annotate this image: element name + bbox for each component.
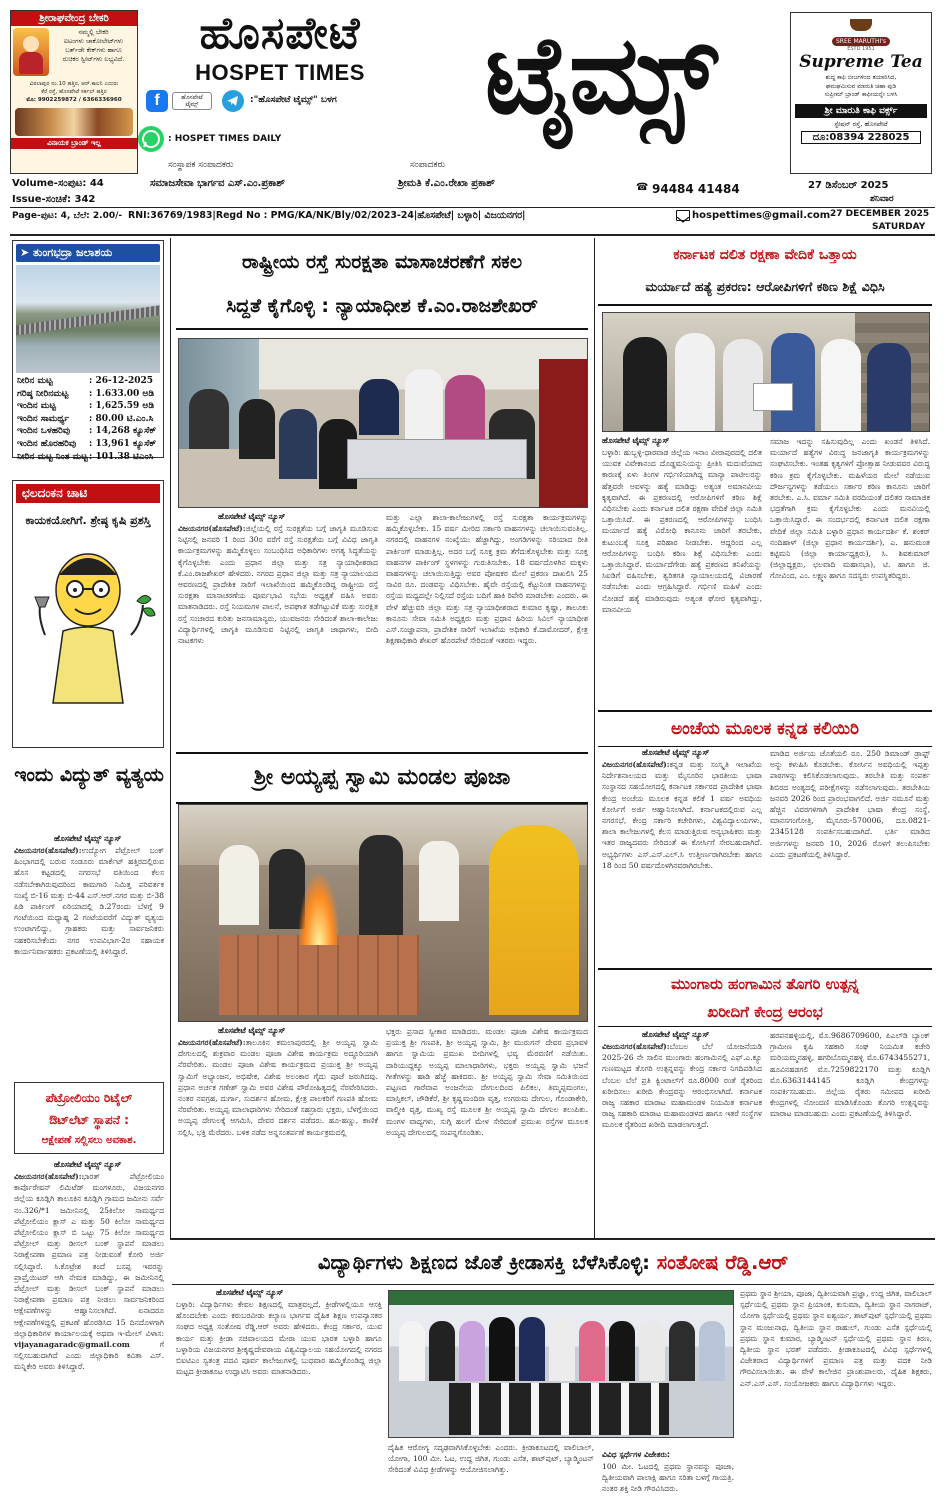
story2-col2: ಭಕ್ತರು ಪ್ರಸಾದ ಸ್ವೀಕಾರ ಮಾಡಿದರು. ಮಂಡಲ ಪೂಜಾ ವಿಶೇಷ ಕಾರ್ಯಕ್ರಮದ ಪ್ರಯುಕ್ತ ಶ್ರೀ ಗಣಪತಿ, ಶ್ರೀ ಅಯ್ಯಪ್ಪ ಸ್ವಾಮಿ, ಶ್ರೀ ಮುರುಗನ್ ದೇವರ ಪ್ರಭಾವಳಿ ಹಾಗೂ ಸ್ವಾಮಿಯ ಪ್ರಮುಖ ಬೀದಿಗಳಲ್ಲಿ ಭವ್ಯ ಮೆರವಣಿಗೆ ನಡೆಯಿತು. ದಾರಿಯುದ್ದಕ್ಕೂ ಅಯ್ಯಪ್ಪ ಮಾಲಾಧಾರಿಗಳು, ಭಕ್ತರು ಅಯ್ಯಪ್ಪ ಸ್ವಾಮಿ ಭಜನೆ ಗೀತೆಗಳನ್ನು ಹಾಡಿ ಹೆಜ್ಜೆ ಹಾಕಿದರು. ಶ್ರೀ ಅಯ್ಯಪ್ಪ ಸ್ವಾಮಿ ಸೇವಾ ಸಮಿತಿಯಿಂದ ಪಟ್ಟಣದ ಗಾರೆವಾಪ ಅಂಜನೇಯ ದೇಗುಲದಿಂದ ಪಿಲಿಕಲ, ತಿಮ್ಮಪ್ಪಮಂಗಲ, ಮಾಸ್ತಿಕಲ್, ಜೌಡಿಕೆರೆ, ಶ್ರೀ ಕೃಷ್ಣಮಂದಿರಾ ವೃತ್ತ, ಉಗರುಮ ದೇಗುಲ, ಗೊಂಡಾಕೇರಿ, ವಾಲ್ಮೀಕಿ ವೃತ್ತ, ಮುಖ್ಯ ರಸ್ತೆ ಮೂಲಕ ಶ್ರೀ ಅಯ್ಯಪ್ಪ ಸ್ವಾಮಿ ದೇಗುಲ ತಲುಪಿತು. ಮಂಗಳ ವಾದ್ಯಗಳು, ಸುಗ್ಗಿ ಹಲಗೆ ಮೇಳ ಸೇರಿದಂತೆ ಪ್ರಮುಖ ರಸ್ತೆಗಳ ಮೂಲಕ ಅಯ್ಯಪ್ಪ ದೇಗುಲದಲ್ಲಿ ಸಂಪನ್ನಗೊಂಡಿತು. <box>386 1027 588 1137</box>
story3-col1 <box>602 436 762 706</box>
bakery-ad <box>10 10 138 174</box>
column-rule-mid <box>594 238 595 1238</box>
petrol-dateline: ವಿಜಯನಗರ(ಹೊಸಪೇಟೆ): <box>14 1172 82 1181</box>
story3-byline: ಹೊಸಪೇಟೆ ಟೈಮ್ಸ್ ನ್ಯೂಸ್ <box>602 436 670 445</box>
power-body: ಉದ್ಯೋಗ ಪೆಟ್ರೋಲ್ ಬಂಕ್ ಹಿಂಭಾಗದಲ್ಲಿ ಬರುವ ಸಂಡೂರು ಮಾರ್ಕೆಟ್ ಹತ್ತಿರದಲ್ಲಿರುವ ಹೊಸ ಕಟ್ಟಡದಲ್ಲಿ ನಗರಸಭೆ ವತಿಯಿಂದ ಕೆಲಸ ನಡೆಸಬೇಕಾಗಿರುವುದರಿಂದ ಕಾಮಗಾರಿ ನಿಮಿತ್ತ ಪರಿವರ್ತಕ ಸಂಖ್ಯೆ ಬಿ-16 ಮತ್ತು ಬಿ-44 ಎಸ್.ಆರ್.ನಗರ ಮತ್ತು ಬಿ-38 ಪಿಡಿ ಪಾರ್ಕಿಂಗ್ ಏರಿಯಾದಲ್ಲಿ ಡಿ.27ರಂದು ಬೆಳಗ್ಗೆ 9 ಗಂಟೆಯಿಂದ ಮಧ್ಯಾಹ್ನ 2 ಗಂಟೆಯವರೆಗೆ ವಿದ್ಯುತ್ ವ್ಯತ್ಯಯ ಉಂಟಾಗಲಿದ್ದು, ಗ್ರಾಹಕರು ಮತ್ತು ಸಾರ್ವಜನಿಕರು ಸಹಕರಿಸಬೇಕೆಂದು ನಗರ ಉಪವಿಭಾಗ-2ರ ಸಹಾಯಕ ಕಾರ್ಯನಿರ್ವಾಹಕರು ಪ್ರಕಟಣೆಯಲ್ಲಿ ತಿಳಿಸಿದ್ದಾರೆ. <box>14 846 164 956</box>
story3-body-col1: ಬಳ್ಳಾರಿ: ಹುಬ್ಬಳ್ಳಿ-ಧಾರವಾಡ ಜಿಲ್ಲೆಯ ಇನಾಂ ವೀರಾಪುರದಲ್ಲಿ ದಲಿತ ಯುವಕ ವಿವೇಕಾನಂದ ದೊಡ್ಡಮನಿಯನ್ನು ಪ್ರೀತಿಸಿ ಮದುವೆಯಾದ ಕಾರಣಕ್ಕೆ ಏಳು ತಿಂಗಳ ಗರ್ಭಿಣಿಯಾಗಿದ್ದ ಮಾನ್ಯಾ ಪಾಟೀಲರನ್ನು ಹೆತ್ತವರೇ ಅವಳನ್ನು ಹತ್ಯೆ ಮಾಡಿದ್ದು ಅತ್ಯಂತ ಅಮಾನವೀಯ ಕೃತ್ಯವಾಗಿದೆ. ಈ ಪ್ರಕರಣದಲ್ಲಿ ಆರೋಪಿಗಳಿಗೆ ಕಠಿಣ ಶಿಕ್ಷೆ ವಿಧಿಸಬೇಕು ಎಂದು ಕರ್ನಾಟಕ ದಲಿತ ರಕ್ಷಣಾ ವೇದಿಕೆ ಜಿಲ್ಲಾ ಸಮಿತಿ ಒತ್ತಾಯಿಸಿದೆ. ಈ ಪ್ರಕರಣದಲ್ಲಿ ಆರೋಪಿಗಳನ್ನು ಬಂಧಿಸಿ ಮರ್ಯಾದೆ ಹತ್ಯೆ ವಿರೋಧಿ ಕಾನೂನು ಜಾರಿಗೆ ತರಬೇಕು, ಕುಟುಂಬಕ್ಕೆ ಸೂಕ್ತ ಪರಿಹಾರ ನೀಡಬೇಕು. ಆದ್ದರಿಂದ ಎಲ್ಲ ಆರೋಪಿಗಳನ್ನು ಬಂಧಿಸಿ ಕಠಿಣ ಶಿಕ್ಷೆ ವಿಧಿಸಬೇಕು ಎಂದು ಒತ್ತಾಯಿಸಿದ್ದಾರೆ. ಮರ್ಯಾದೆಗೇಡು ಹತ್ಯೆ ಪ್ರಕರಣದ ತನಿಖೆಯನ್ನು ಸಿಐಡಿಗೆ ವಹಿಸಬೇಕು, ತ್ವರಿತಗತಿ ನ್ಯಾಯಾಲಯದಲ್ಲಿ ವಿಚಾರಣೆ ನಡೆಸಬೇಕು ಎಂದು ಆಗ್ರಹಿಸಿದ್ದಾರೆ. ಗರ್ಭಿಣಿ ಮಹಿಳೆ ಎಂದು ನೋಡದೆ ಹತ್ಯೆ ಮಾಡಿರುವುದು ಅತ್ಯಂತ ಘೋರ ಕೃತ್ಯವಾಗಿದ್ದು, ಮಾನವೀಯ <box>602 448 762 614</box>
petrol-title2: ಔಟ್‌ಲೆಟ್ ಸ್ಥಾಪನೆ : <box>49 1113 129 1127</box>
phone-icon: ☎ <box>636 182 649 193</box>
story6-headline-rule <box>172 1284 934 1285</box>
story6-winners-caption: ವಿವಿಧ ಸ್ಪರ್ಧೆಗಳ ವಿಜೇತರು: <box>602 1450 670 1459</box>
story6-byline: ಹೊಸಪೇಟೆ ಟೈಮ್ಸ್ ನ್ಯೂಸ್ <box>216 1288 284 1297</box>
story5-body-col1: ಬೆಂಬಲ ಬೆಲೆ ಯೋಜನೆಯಡಿ 2025-26 ನೇ ಸಾಲಿನ ಮುಂಗಾರು ಹಂಗಾಮಿನಲ್ಲಿ ಎಫ್.ಎ.ಕ್ಯೂ ಗುಣಮಟ್ಟದ ತೊಗರಿ ಉತ್ಪನ್ನವನ್ನು ಕೇಂದ್ರ ಸರ್ಕಾರ ನಿಗದಿಪಡಿಸಿದ ಬೆಂಬಲ ಬೆಲೆ ಪ್ರತಿ ಕ್ವಿಂಟಾಲ್‌ಗೆ ರೂ.8000 ರಂತೆ ರೈತರಿಂದ ಖರೀದಿಸಲು ಖರೀದಿ ಕೇಂದ್ರವನ್ನು ಆರಂಭಿಸಲಾಗಿದೆ. ಕರ್ನಾಟಕ ರಾಜ್ಯ ಸಹಕಾರ ಮಾರಾಟ ಮಹಾಮಂಡಳಿ ನಿಯಮಿತ ಕರ್ನಾಟಕ ರಾಜ್ಯ ಸಹಕಾರಿ ಮಾರಾಟ ಮಹಾಮಂಡಳದ ಹಾಗೂ ಇತರೆ ಸಂಸ್ಥೆಗಳ ಮೂಲಕ ರೈತರಿಂದ ಖರೀದಿ ಮಾಡಲಾಗುತ್ತದೆ. <box>602 1042 762 1130</box>
bottom-section-rule <box>170 1238 935 1240</box>
story1-col2: ಮತ್ತು ಎಲ್ಲಾ ಶಾಲಾ-ಕಾಲೇಜುಗಳಲ್ಲಿ ರಸ್ತೆ ಸುರಕ್ಷತಾ ಕಾರ್ಯಕ್ರಮಗಳನ್ನು ಹಮ್ಮಿಕೊಳ್ಳಬೇಕು. 15 ವರ್ಷ ಮೀರಿದ ಸರ್ಕಾರಿ ವಾಹನಗಳನ್ನು ಚಲಾಯಿಸುವಂತಿಲ್ಲ. ನಗರದಲ್ಲಿ ವಾಹನಗಳ ಸಂಖ್ಯೆಯು ಹೆಚ್ಚಾಗಿದ್ದು, ಅಂಗಡಿಗಳನ್ನು ಸರಿಯಾದ ರೀತಿ ಪಾರ್ಕಿಂಗ್ ಮಾಡುತ್ತಿಲ್ಲ. ಅದರ ಬಗ್ಗೆ ಸೂಕ್ತ ಕ್ರಮ ತೆಗೆದುಕೊಳ್ಳಬೇಕು ಮತ್ತು ಸೂಕ್ತ ವಾಹನಗಳ ಪಾರ್ಕಿಂಗ್ ಸ್ಥಳಗಳನ್ನು ಗುರುತಿಸಬೇಕು. 18 ವರ್ಷದೊಳಗಿನ ಮಕ್ಕಳು ವಾಹನಗಳನ್ನು ಚಲಾಯಿಸುತ್ತಿದ್ದು ಅವರ ಪೋಷಕರ ಮೇಲೆ ಪ್ರಕರಣ ದಾಖಲಿಸಿ 25 ಸಾವಿರ ರೂ. ದಂಡವನ್ನು ವಿಧಿಸಬೇಕು. ಹೈವೇ ರಸ್ತೆಯಲ್ಲಿ ಕೆಟ್ಟುನಿಂತ ವಾಹನಗಳನ್ನು ರಸ್ತೆಯ ಮಧ್ಯದಲ್ಲೇ ನಿಲ್ಲಿಸದೆ ರಸ್ತೆಯ ಬದಿಗೆ ಹಾಕಿ ರಿಪೇರಿ ಮಾಡಬೇಕು ಎಂದರು. ಈ ವೇಳೆ ಹೆಚ್ಚುವರಿ ಜಿಲ್ಲಾ ಮತ್ತು ಸತ್ರ ನ್ಯಾಯಾಧೀಶರಾದ ಕುಮಾರ ಕೃಷ್ಣಾ, ತಾಲೂಕು ಕಾನೂನು ಸೇವಾ ಸಮಿತಿ ಅಧ್ಯಕ್ಷರು ಮತ್ತು ಪ್ರಧಾನ ಹಿರಿಯ ಸಿವಿಲ್ ನ್ಯಾಯಾಧೀಶ ಎಸ್.ಸಂಜ್ಞಾಪನಾ, ಪ್ರಾದೇಶಿಕ ಸಾರಿಗೆ ಇಲಾಖೆಯ ಅಧಿಕಾರಿ ಕೆ.ದಾಮೋದರ್, ಕ್ಷೇತ್ರ ಶಿಕ್ಷಣಾಧಿಕಾರಿ ಶೇಖರ್ ಹೊರಪೇಟೆ ಸೇರಿದಂತೆ ಇತರರು ಇದ್ದರು. <box>386 513 588 646</box>
bakery-line2: ಐಟಂಗಳು ಚಾಕೋಲೇಟ್‌ಗಳು <box>63 37 124 45</box>
petrol-body2: ಗೆ ಸಲ್ಲಿಸಬಹುದಾಗಿದೆ ಎಂದು ಜಿಲ್ಲಾಧಿಕಾರಿ ಕವಿತಾ ಎಸ್. ಮನ್ನಿಕೇರಿ ಅವರು ತಿಳಿಸಿದ್ದಾರೆ. <box>14 1340 164 1372</box>
dam-row-value: : 26-12-2025 <box>89 376 154 386</box>
tea-ad-since: ESTD 1951 <box>847 46 875 52</box>
story1-headline-line1: ರಾಷ್ಟ್ರೀಯ ರಸ್ತೆ ಸುರಕ್ಷತಾ ಮಾಸಾಚರಣೆಗೆ ಸಕಲ <box>241 251 523 273</box>
date-english: 27 DECEMBER 2025 <box>830 209 930 219</box>
story6-col3a <box>602 1442 734 1500</box>
dam-row-value: : 101.38 ಟಿಎಂಸಿ <box>89 451 154 462</box>
story6-headline-red: ಸಂತೋಷ ರೆಡ್ಡಿ.ಆರ್ <box>656 1251 789 1274</box>
story6-body-col1: ಬಳ್ಳಾರಿ: ವಿದ್ಯಾರ್ಥಿಗಳು ಕೇವಲ ಶಿಕ್ಷಣದಲ್ಲಿ ಮಾತ್ರವಲ್ಲದೆ, ಕ್ರೀಡೆಗಳಲ್ಲಿಯೂ ಆಸಕ್ತಿ ಹೊಂದಬೇಕು ಎಂದು ಕರುಬರವೀಡು ಕಲ್ಯಾಣ ಭಾರ್ಗವ ದೈಹಿಕ ಶಿಕ್ಷಣ ಉಪನ್ಯಾಸಕರ ಸಂಘದ ಅಧ್ಯಕ್ಷ ಸಂತೋಷ ರೆಡ್ಡಿ.ಆರ್ ಅವರು ಹೇಳಿದರು. ಕೇಂದ್ರ ಸರ್ಕಾರ, ಯುವ ಕಾರ್ಯ ಮತ್ತು ಕ್ರೀಡಾ ಸಚಿವಾಲಯದ ಮೇರಾ ಯುವ ಭಾರತ ಬಳ್ಳಾರಿ ಹಾಗೂ ಬಳ್ಳಾರಿಯ ವಿಜಯನಗರ ಶ್ರೀಕೃಷ್ಣದೇವರಾಯ ವಿಶ್ವವಿದ್ಯಾಲಯ ಸಹಯೋಗದಲ್ಲಿ ನಗರದ ಬಿಐಟಿಎಂ ಸ್ವತಂತ್ರ ಪದವಿ ಪೂರ್ವ ಕಾಲೇಜುಗಳಲ್ಲಿ ಬುಧವಾರ ಹಮ್ಮಿಕೊಂಡಿದ್ದ ಜಿಲ್ಲಾ ಮಟ್ಟದ ಕ್ರೀಡಾಕೂಟ ಉದ್ಘಾಟಿಸಿ ಅವರು ಮಾತನಾಡಿದರು. <box>176 1300 382 1377</box>
story6-photo <box>388 1290 734 1438</box>
tea-ad-line2: ಘಮಘಮಿಸುವ ಮಾರುತಿ ಚಹಾ ಪುಡಿ <box>825 82 897 90</box>
dam-row-key: ನೀರಿನ ಮಟ್ಟ ನಿಂತ ಮಟ್ಟ <box>17 451 88 462</box>
registration-line: RNI:36769/1983|Regd No : PMG/KA/NK/Bly/02/2023-24|ಹೊಸಪೇಟೆ| ಬಳ್ಳಾರಿ| ವಿಜಯನಗರ| <box>128 210 526 221</box>
story6-headline <box>172 1242 934 1284</box>
dam-row-value: : 80.00 ಟಿ.ಎಂ.ಸಿ <box>89 413 154 424</box>
telegram-icon[interactable] <box>222 90 244 112</box>
story1-col1 <box>178 512 378 740</box>
cartoon-box <box>12 480 164 748</box>
story1-headline <box>176 240 588 330</box>
story2-byline: ಹೊಸಪೇಟೆ ಟೈಮ್ಸ್ ನ್ಯೂಸ್ <box>218 1026 286 1035</box>
story1-byline: ಹೊಸಪೇಟೆ ಟೈಮ್ಸ್ ನ್ಯೂಸ್ <box>218 512 286 521</box>
dam-row-value: : 1,625.59 ಅಡಿ <box>89 401 155 412</box>
social1-label: ಹೊಸಪೇಟೆ ಟೈಮ್ಸ್ <box>172 92 212 110</box>
dam-row-value: : 1.633.00 ಅಡಿ <box>89 388 155 399</box>
story2-photo <box>178 804 588 1022</box>
dam-row-key: ಇಂದಿನ ಒಳಹರಿವು <box>17 426 71 437</box>
deity-image <box>13 28 49 76</box>
dam-row-value: : 13,961 ಕ್ಯೂಸೆಕ್ <box>89 438 157 449</box>
volume: Volume-ಸಂಪುಟ: 44 <box>12 178 104 189</box>
story6-col3: ಪ್ರಥಮ ಸ್ಥಾನ ಶ್ರೀಯಾ, ಪೂಜಾ, ದ್ವಿತೀಯವಾಗಿ ಪ್ರಜ್ಞಾ, ಉದ್ದ ಜಿಗಿತ, ವಾಲಿಬಾಲ್ ಸ್ಪರ್ಧೆಯಲ್ಲಿ ಪ್ರಥಮ ಸ್ಥಾನ ಪ್ರಿಯಾಂಕ, ಕುಸುಮಾ, ದ್ವಿತೀಯ ಸ್ಥಾನ ನಾಗರಾಜ್, ಯೋಗಾ ಸ್ಪರ್ಧೆಯಲ್ಲಿ ಪ್ರಥಮ ಸ್ಥಾನ ಐಶ್ವರ್ಯ, ಶಾಟ್‌ಪುಟ್ ಸ್ಪರ್ಧೆಯಲ್ಲಿ ಪ್ರಥಮ ಸ್ಥಾನ ಮಂಜುನಾಥ, ದ್ವಿತೀಯ ಸ್ಥಾನ ರಾಹುಲ್, ಗುಂಡು ಎಸೆತ ಸ್ಪರ್ಧೆಯಲ್ಲಿ ಪ್ರಥಮ ಸ್ಥಾನ ಕುಮಾರ, ಬ್ಯಾಡ್ಮಿಂಟನ್ ಸ್ಪರ್ಧೆಯಲ್ಲಿ ಪ್ರಥಮ ಸ್ಥಾನ ಕಿರಣ, ದ್ವಿತೀಯ ಸ್ಥಾನ ಭರತ್ ಪಡೆದರು. ಕ್ರೀಡಾಕೂಟದಲ್ಲಿ ವಿವಿಧ ಸ್ಪರ್ಧೆಗಳಲ್ಲಿ ವಿಜೇತರಾದ ವಿದ್ಯಾರ್ಥಿಗಳಿಗೆ ಪ್ರಮಾಣ ಪತ್ರ ಮತ್ತು ಪದಕ ನೀಡಿ ಗೌರವಿಸಲಾಯಿತು. ಈ ವೇಳೆ ಕಾಲೇಜಿನ ಪ್ರಾಂಶುಪಾಲರು, ದೈಹಿಕ ಶಿಕ್ಷಕರು, ಎನ್.ಎಸ್.ಎಸ್. ಸಂಯೋಜಕರು ಹಾಗೂ ವಿದ್ಯಾರ್ಥಿಗಳು ಇದ್ದರು. <box>740 1289 932 1388</box>
cartoon-drawing <box>15 535 161 705</box>
masthead-phone: 94484 41484 <box>652 182 740 196</box>
masthead-title-english: HOSPET TIMES <box>195 60 365 85</box>
dam-row-value: : 14,268 ಕ್ಯೂಸೆಕ್ <box>89 426 157 437</box>
story1-photo <box>178 338 588 508</box>
story6-body-col3a: 100 ಮೀ. ಓಟದಲ್ಲಿ ಪ್ರಥಮ ಸ್ಥಾನವನ್ನು ಪೂಜಾ, ದ್ವಿತೀಯವಾಗಿ ಪಾಲಾಕ್ಷಿ ಹಾಗೂ ಸರಿತಾ ಬಳಗ್ಗೆ ಗಾಯತ್ರಿ. ನಂತರ ಶಕ್ತಿ ನೀಡಿ ಗೌರವಿಸಿದರು. <box>602 1462 734 1494</box>
tea-cup-icon <box>850 19 872 31</box>
power-article <box>14 834 164 1072</box>
tea-ad-brand-top: SREE MARUTHI's <box>832 37 890 46</box>
petrol-email[interactable]: vijayanagaradc@gmail.com <box>14 1340 130 1350</box>
issue: Issue-ಸಂಚಿಕೆ: 342 <box>12 194 96 205</box>
bakery-footer: ವಿನಾಯಕ ಬ್ರಾಂಡ್ ಇಲ್ಲ <box>11 138 137 149</box>
masthead-title-big: ಟೈಮ್ಸ್ <box>484 12 716 138</box>
tea-ad-line1: ಶುದ್ಧ ಕಾಫಿ ಬೀಜಗಳಿಂದ ತಯಾರಿಸಿದ, <box>825 74 897 81</box>
story5-dateline: ವಿಜಯನಗರ(ಹೊಸಪೇಟೆ): <box>602 1042 670 1051</box>
dam-row-key: ಇಂದಿನ ಸಾಮರ್ಥ್ಯ <box>17 413 70 424</box>
founder-label: ಸಂಸ್ಥಾಪಕ ಸಂಪಾದಕರು <box>168 160 234 170</box>
story3-col2: ಸಮಾಜ ಇದನ್ನು ಸಹಿಸುವುದಿಲ್ಲ ಎಂದು ಖಂಡನೆ ತಿಳಿಸಿದೆ. ಮರ್ಯಾದೆ ಹತ್ಯೆಗಳ ವಿರುದ್ಧ ಜನಜಾಗೃತಿ ಕಾರ್ಯಕ್ರಮಗಳನ್ನು ಸಂಘಟಿಸಬೇಕು. ಇಂತಹ ಕೃತ್ಯಗಳಿಗೆ ಪ್ರೋತ್ಸಾಹ ನೀಡುವವರ ವಿರುದ್ಧ ಕಠಿಣ ಕ್ರಮ ಕೈಗೊಳ್ಳಬೇಕು. ಮಹಿಳೆಯರ ಮೇಲೆ ನಡೆಯುವ ದೌರ್ಜನ್ಯಗಳನ್ನು ತಡೆಯಲು ಸರ್ಕಾರ ಕಠಿಣ ಕಾನೂನು ಜಾರಿಗೆ ತರಬೇಕು. ಎ.ಸಿ. ವರ್ಮಾ ಸಮಿತಿ ವರದಿಯಂತೆ ದಲಿತರ ಸಾಮಾಜಿಕ ಭದ್ರತೆಗಾಗಿ ಕ್ರಮ ಕೈಗೊಳ್ಳಬೇಕು ಎಂದು ಮನವಿಯಲ್ಲಿ ಒತ್ತಾಯಿಸಿದ್ದಾರೆ. ಈ ಸಂದರ್ಭದಲ್ಲಿ ಕರ್ನಾಟಕ ದಲಿತ ರಕ್ಷಣಾ ವೇದಿಕೆ ಜಿಲ್ಲಾ ಸಮಿತಿ ಬಳ್ಳಾರಿ ಪ್ರಧಾನ ಕಾರ್ಯದರ್ಶಿ ಕೆ. ಶಂಕರ್ ನಂದಿಹಾಳ್ (ಜಿಲ್ಲಾ ಪ್ರಧಾನ ಕಾರ್ಯದರ್ಶಿ), ಎ. ಹನುಮಂತ ಕಟ್ಟಿಮನಿ (ಜಿಲ್ಲಾ ಕಾರ್ಯಾಧ್ಯಕ್ಷರು), ಸಿ. ಶಿವಕುಮಾರ್ (ಜಿಲ್ಲಾಧ್ಯಕ್ಷರು, ಛಲವಾದಿ ಮಹಾಸಭಾ), ಟಿ. ಹಾಗೂ ಜಿ. ಗೋವಿಂದ, ಎಂ. ಲಕ್ಷ್ಮಣ ಹಾಗೂ ಸದಸ್ಯರು ಉಪಸ್ಥಿತರಿದ್ದರು. <box>770 437 930 581</box>
story4-body-col1: ಕನ್ನಡ ಮತ್ತು ಸಂಸ್ಕೃತಿ ಇಲಾಖೆಯ ನಿರ್ದೇಶನಾಲಯದ ಮತ್ತು ಮೈಸೂರಿನ ಭಾರತೀಯ ಭಾಷಾ ಸಂಸ್ಥಾನದ ಸಹಯೋಗದಲ್ಲಿ ಕರ್ನಾಟಕ ಸರ್ಕಾರದ ಪ್ರಾದೇಶಿಕ ಭಾಷಾ ಕೇಂದ್ರ ಅಂಚೆಯ ಮೂಲಕ ಕನ್ನಡ ಕಲಿಕೆ 1 ವರ್ಷ ಅವಧಿಯ ಕೋರ್ಸಿಗೆ ಅರ್ಜಿ ಆಹ್ವಾನಿಸಲಾಗಿದೆ. ಕರ್ನಾಟಕದಲ್ಲಿರುವ ಎಲ್ಲ ನಗರಸಭೆ, ಕೇಂದ್ರ ಸರ್ಕಾರಿ ಕಚೇರಿಗಳು, ವಿಶ್ವವಿದ್ಯಾಲಯಗಳು, ಶಾಲಾ ಕಾಲೇಜುಗಳಲ್ಲಿ ಕೆಲಸ ಮಾಡುತ್ತಿರುವ ಅನ್ಯಭಾಷಿಕರು ಮತ್ತು ಇತರ ರಾಜ್ಯದವರು ಸೇರಿದಂತೆ ಈ ಕೋರ್ಸಿಗೆ ಸೇರಬಹುದಾಗಿದೆ. ಅಭ್ಯರ್ಥಿಗಳು ಎಸ್.ಎಸ್.ಎಲ್.ಸಿ ಉತ್ತೀರ್ಣರಾಗಿರಬೇಕು ಹಾಗೂ 18 ರಿಂದ 50 ವರ್ಷದೊಳಗಿನವರಾಗಿರಬೇಕು. <box>602 760 762 870</box>
story4-headline: ಅಂಚೆಯ ಮೂಲಕ ಕನ್ನಡ ಕಲಿಯಿರಿ <box>598 710 932 747</box>
story1-dateline: ವಿಜಯನಗರ(ಹೊಸಪೇಟೆ): <box>178 524 246 533</box>
story3-headline-line1: ಕರ್ನಾಟಕ ದಲಿತ ರಕ್ಷಣಾ ವೇದಿಕೆ ಒತ್ತಾಯ <box>673 247 857 263</box>
tea-ad-brand: Supreme Tea <box>799 52 923 72</box>
power-dateline: ವಿಜಯನಗರ(ಹೊಸಪೇಟೆ): <box>14 846 82 855</box>
date-kannada: 27 ಡಿಸೆಂಬರ್ 2025 <box>808 180 889 191</box>
dam-row-key: ಇಂದಿನ ಮಟ್ಟ <box>17 401 56 412</box>
story5-headline-line1: ಮುಂಗಾರು ಹಂಗಾಮಿನ ತೊಗರಿ ಉತ್ಪನ್ನ <box>670 975 860 993</box>
header-bottom-rule <box>10 234 935 236</box>
day-kannada: ಶನಿವಾರ <box>870 194 894 204</box>
bakery-line3: ಬರ್ತ್‌ಡೇ ಕೇಕ್‌ಗಳು ಹಾಗೂ <box>65 46 122 54</box>
story1-body-col1: ಜಿಲ್ಲೆಯಲ್ಲಿ ರಸ್ತೆ ಸುರಕ್ಷತೆಯ ಬಗ್ಗೆ ಜಾಗೃತಿ ಮೂಡಿಸುವ ನಿಟ್ಟಿನಲ್ಲಿ ಜನವರಿ 1 ರಿಂದ 30ರ ವರೆಗೆ ರಸ್ತೆ ಸುರಕ್ಷತೆಯ ಬಗ್ಗೆ ವಿವಿಧ ಜಾಗೃತಿ ಕಾರ್ಯಕ್ರಮಗಳನ್ನು ಹಮ್ಮಿಕೊಳ್ಳಲು ಸಂಬಂಧಿಸಿದ ಅಧಿಕಾರಿಗಳು ಅಗತ್ಯ ಸಿದ್ಧತೆಯನ್ನು ಕೈಗೊಳ್ಳಬೇಕು ಎಂದು ಪ್ರಧಾನ ಜಿಲ್ಲಾ ಮತ್ತು ಸತ್ರ ನ್ಯಾಯಾಧೀಶರಾದ ಕೆ.ಎಂ.ರಾಜಶೇಖರ್ ಹೇಳಿದರು. ನಗರದ ಪ್ರಧಾನ ಜಿಲ್ಲಾ ಮತ್ತು ಸತ್ರ ನ್ಯಾಯಾಲಯದ ಆವರಣದಲ್ಲಿ ಪ್ರಾದೇಶಿಕ ಸಾರಿಗೆ ಇಲಾಖೆಯಿಂದ ಹಮ್ಮಿಕೊಂಡಿದ್ದ ರಾಷ್ಟ್ರೀಯ ರಸ್ತೆ ಸುರಕ್ಷತಾ ಮಾಸಾಚರಣೆಯ ಪೂರ್ವಭಾವಿ ಸಭೆಯ ಅಧ್ಯಕ್ಷತೆ ವಹಿಸಿ ಅವರು ಮಾತನಾಡಿದರು. ರಸ್ತೆ ನಿಯಮಗಳ ಪಾಲನೆ, ಅಪಘಾತ ತಡೆಗಟ್ಟುವಿಕೆ ಮತ್ತು ಸುರಕ್ಷಿತ ರಸ್ತೆ ಸಂಚಾರದ ಕುರಿತು ಜನಸಾಮಾನ್ಯರು, ಯುವಜನರು ಸೇರಿದಂತೆ ಶಾಲಾ-ಕಾಲೇಜು ವಿದ್ಯಾರ್ಥಿಗಳಲ್ಲಿ ಜಾಗೃತಿ ಮೂಡಿಸುವ ನಿಟ್ಟಿನಲ್ಲಿ ಜಾಗೃತಿ ಜಾಥಾಗಳು, ಬೀದಿ ನಾಟಕಗಳು <box>178 524 378 646</box>
column-rule-left <box>170 238 171 1238</box>
masthead-title-kannada: ಹೊಸಪೇಟೆ <box>199 8 361 59</box>
petrol-title3: ಆಕ್ಷೇಪಣೆ ಸಲ್ಲಿಸಲು ಅವಕಾಶ. <box>41 1135 137 1146</box>
bakery-address2: ಕೆರೆ ರಸ್ತೆ, ಹೊಸಪೇಟೆ ಸರ್ಕಲ್ ಹತ್ತಿರ <box>41 89 107 95</box>
editor-name: ಶ್ರೀಮತಿ ಕೆ.ಎಂ.ರೇಖಾ ಪ್ರಕಾಶ್ <box>398 178 495 189</box>
dam-row-key: ಗರಿಷ್ಠ ನೀರಿನಮಟ್ಟ <box>17 388 69 399</box>
dam-row-key: ನೀರಿನ ಮಟ್ಟ <box>17 376 53 386</box>
story5-headline-line2: ಖರೀದಿಗೆ ಕೇಂದ್ರ ಆರಂಭ <box>707 1003 823 1021</box>
email[interactable]: hospettimes@gmail.com <box>692 210 831 221</box>
story6-col2: ದೈಹಿಕ ಆರೋಗ್ಯ ಸದೃಢವಾಗಿಸಿಕೊಳ್ಳಬೇಕು ಎಂದರು. ಕ್ರೀಡಾಕೂಟದಲ್ಲಿ ವಾಲಿಬಾಲ್, ಯೋಗಾ, 100 ಮೀ. ಓಟ, ಉದ್ದ ಜಿಗಿತ, ಗುಂಡು ಎಸೆತ, ಶಾಟ್‌ಪುಟ್, ಬ್ಯಾಡ್ಮಿಂಟನ್ ಸೇರಿದಂತೆ ವಿವಿಧ ಕ್ರೀಡೆಗಳನ್ನು ಆಯೋಜಿಸಲಾಗಿತ್ತು. <box>388 1443 594 1475</box>
petrol-title1: ಪೆಟ್ರೋಲಿಯಂ ರಿಟೈಲ್ <box>45 1091 133 1105</box>
bakery-phone: ಮೊ: 9902259872 / 6366336960 <box>26 97 122 103</box>
founder-name: ಸಮಾಜಸೇವಾ ಭಾರ್ಗವ ಎಸ್.ಎಂ.ಪ್ರಕಾಶ್ <box>150 178 285 189</box>
tea-ad-address: ಸ್ಟೇಷನ್ ರಸ್ತೆ, ಹೊಸಪೇಟೆ <box>834 119 888 128</box>
social1-text: :"ಹೊಸಪೇಟೆ ಟೈಮ್ಸ್" ಬಳಗ <box>250 95 337 105</box>
cake-image <box>15 108 133 136</box>
social2-text: : HOSPET TIMES DAILY <box>168 134 282 144</box>
story6-col1 <box>176 1288 382 1500</box>
story2-col1 <box>178 1026 378 1234</box>
masthead-rule <box>10 207 935 208</box>
story3-headline-line2: ಮರ್ಯಾದೆ ಹತ್ಯೆ ಪ್ರಕರಣ: ಆರೋಪಿಗಳಿಗೆ ಕಠಿಣ ಶಿಕ್ಷೆ ವಿಧಿಸಿ <box>645 279 885 294</box>
petrol-body: ಭಾರತ್ ಪೆಟ್ರೋಲಿಯಂ ಕಾರ್ಪೊರೇಷನ್ ಲಿಮಿಟೆಡ್ ಮಂಗಳೂರು, ವಿಜಯನಗರ ಜಿಲ್ಲೆಯ ಕೂಡ್ಲಿಗಿ ತಾಲೂಕಿನ ಕೂಡ್ಲಿಗಿ ಗ್ರಾಮದ ಜಮೀನು ಸರ್ವೆ ನಂ.326/*1 ಜಮೀನಿನಲ್ಲಿ 25ಕಿಲೋ ಸಾಮರ್ಥ್ಯದ ಪೆಟ್ರೋಲಿಯಂ ಕ್ಲಾಸ್ ಎ ಮತ್ತು 50 ಕಿಲೋ ಸಾಮರ್ಥ್ಯದ ಪೆಟ್ರೋಲಿಯಂ ಕ್ಲಾಸ್ ಬಿ ಒಟ್ಟು 75 ಕಿಲೋ ಸಾಮರ್ಥ್ಯದ ಪೆಟ್ರೋಲ್ ಮತ್ತು ಡೀಸಲ್ ಬಂಕ್ ಸ್ಥಾಪನೆ ಮಾಡಲು ನಿರಾಕ್ಷೇಪಣಾ ಪ್ರಮಾಣ ಪತ್ರ ನೀಡುವಂತೆ ಕೋರಿ ಅರ್ಜಿ ಸಲ್ಲಿಸಿದ್ದಾರೆ. ಸಿ.ಕೊಟ್ರೇಶ ತಂದೆ ಬಸಪ್ಪ ಇವರನ್ನು ಪ್ರಾಪ್ರೈಯಿಟರ್ ಆಗಿ ನೇಮಕ ಮಾಡಿದ್ದು, ಈ ಜಮೀನಿನಲ್ಲಿ ಪೆಟ್ರೋಲ್ ಮತ್ತು ಡೀಸಲ್ ಬಂಕ್ ಸ್ಥಾಪನೆ ಮಾಡಲು ನಿರಾಕ್ಷೇಪಣಾ ಪ್ರಮಾಣ ಪತ್ರ ನೀಡಲು ಸಾರ್ವಜನಿಕರಿಂದ ಆಕ್ಷೇಪಣೆಗಳನ್ನು ಆಹ್ವಾನಿಸಲಾಗಿದೆ. ಏನಾದರೂ ಆಕ್ಷೇಪಣೆಗಳಿದ್ದಲ್ಲಿ ಪ್ರಕಟಣೆ ಹೊರಡಿಸಿದ 15 ದಿನದೊಳಗಾಗಿ ಜಿಲ್ಲಾಧಿಕಾರಿಗಳ ಕಾರ್ಯಾಲಯಕ್ಕೆ ಅಥವಾ ಇ-ಮೇಲ್ ವಿಳಾಸ: <box>14 1172 164 1338</box>
story4-col2: ಮಾಡಿದ ಅರ್ಜಿಯ ಜೊತೆಯಲಿ ರೂ. 250 ಡಿಮಾಂಡ್ ಡ್ರಾಫ್ಟ್ ಅನ್ನು ಕಳುಹಿಸಿ ಕೊಡಬೇಕು. ಕೋರ್ಸಿನ ಅವಧಿಯಲ್ಲಿ ಇಪ್ಪತ್ತು ಪಾಠಗಳನ್ನು ಕಲಿಸಿಕೊಡಲಾಗುವುದು. ತರಬೇತಿ ಮತ್ತು ಸಂಪರ್ಕ ಶಿಬಿರದ ಅಂತ್ಯದಲ್ಲಿ ಪರೀಕ್ಷೆಗಳನ್ನು ನಡೆಸಲಾಗುವುದು. ತರಬೇತಿಯ ಜನವರಿ 2026 ರಿಂದ ಪ್ರಾರಂಭವಾಗಲಿದೆ. ಅರ್ಜಿ ನಮೂನೆ ಮತ್ತು ಹೆಚ್ಚಿನ ವಿವರಗಳಿಗಾಗಿ ಪ್ರಾದೇಶಿಕ ಭಾಷಾ ಕೇಂದ್ರ ಸಂಸ್ಥೆ, ಮಾನಸಗಂಗೋತ್ರಿ, ಮೈಸೂರು-570006, ದೂ.0821-2345128 ಸಂಪರ್ಕಿಸಬಹುದಾಗಿದೆ. ಭರ್ತಿ ಮಾಡಿದ ಅರ್ಜಿಗಳನ್ನು ಜನವರಿ 10, 2026 ರೊಳಗೆ ತಲುಪಿಸಬೇಕು ಎಂದು ಪ್ರಕಟಣೆಯಲ್ಲಿ ತಿಳಿಸಿದ್ದಾರೆ. <box>770 749 930 859</box>
story5-col1 <box>602 1030 762 1234</box>
story5-byline: ಹೊಸಪೇಟೆ ಟೈಮ್ಸ್ ನ್ಯೂಸ್ <box>642 1030 710 1039</box>
bakery-line4: ರುಚಿಕರ ಸ್ವೀಟ್‌ಗಳು ಲಭ್ಯವಿದೆ. <box>62 55 125 63</box>
right-arrow-icon: ➤ <box>20 246 34 259</box>
story6-headline-black: ವಿದ್ಯಾರ್ಥಿಗಳು ಶಿಕ್ಷಣದ ಜೊತೆ ಕ್ರೀಡಾಸಕ್ತಿ ಬೆಳೆಸಿಕೊಳ್ಳಿ: <box>317 1251 650 1274</box>
dam-title <box>16 244 160 262</box>
tea-ad <box>790 12 932 174</box>
story4-col1 <box>602 748 762 964</box>
power-byline: ಹೊಸಪೇಟೆ ಟೈಮ್ಸ್ ನ್ಯೂಸ್ <box>54 834 122 843</box>
dam-title-text: ತುಂಗಭದ್ರಾ ಜಲಾಶಯ <box>33 246 113 259</box>
whatsapp-icon[interactable] <box>138 126 164 152</box>
petrol-byline: ಹೊಸಪೇಟೆ ಟೈಮ್ಸ್ ನ್ಯೂಸ್ <box>54 1160 122 1169</box>
power-title: ಇಂದು ವಿದ್ಯುತ್ ವ್ಯತ್ಯಯ <box>14 764 164 786</box>
facebook-icon[interactable]: f <box>146 90 168 112</box>
tea-ad-line3: ಸುಪ್ರೀಮ್ ಬ್ರಾಂಡ್ ಕಾಫೀಯನ್ನೇ ಬಳಸಿ <box>824 91 898 98</box>
story5-col2: ಹರಪನಹಳ್ಳಿಯಲ್ಲಿ, ಮೊ.9686709600, ಪಿಎಲ್‌ಡಿ ಬ್ಯಾಂಕ್ ಗ್ರಾಮೀಣ ಕೃಷಿ ಸಹಕಾರಿ ಸಂಘ ನಿಯಮಿತ ಕಚೇರಿ ಮರಿಯಮ್ಮನಹಳ್ಳಿ, ಹಗರಿಬೊಮ್ಮನಹಳ್ಳಿ ಮೊ.6743455271, ಹೂವಿನಹಡಗಲಿ ಮೊ.7259822170 ಮತ್ತು ಕೂಡ್ಲಿಗಿ ಮೊ.6363144145 ಕೂಡ್ಲಿಗಿ ಕೇಂದ್ರಗಳನ್ನು ಸಂಪರ್ಕಿಸಬಹುದು. ಜಿಲ್ಲೆಯ ರೈತರು ಸಮೀಪದ ಖರೀದಿ ಕೇಂದ್ರಗಳಲ್ಲಿ ನೋಂದಣಿ ಮಾಡಿಸಿಕೊಂಡು ತೊಗರಿ ಉತ್ಪನ್ನವನ್ನು ಮಾರಾಟ ಮಾಡಬಹುದು ಎಂದು ಪ್ರಕಟಣೆಯಲ್ಲಿ ತಿಳಿಸಿದ್ದಾರೆ. <box>770 1031 930 1119</box>
story2-body-col1: ತಾಲೂಕಿನ ಕಮಲಾಪುರದಲ್ಲಿ ಶ್ರೀ ಅಯ್ಯಪ್ಪ ಸ್ವಾಮಿ ದೇಗುಲದಲ್ಲಿ ಶುಕ್ರವಾರ ಮಂಡಲ ಪೂಜಾ ವಿಶೇಷ ಕಾರ್ಯಕ್ರಮ ಅದ್ಧೂರಿಯಾಗಿ ನೆರವೇರಿತು. ಮಂಡಲ ಪೂಜಾ ವಿಶೇಷ ಕಾರ್ಯಕ್ರಮದ ಪ್ರಯುಕ್ತ ಶ್ರೀ ಅಯ್ಯಪ್ಪ ಸ್ವಾಮಿಗೆ ಅಭ್ಯಾಂಜನ, ಅಭಿಷೇಕ, ವಿಶೇಷ ಅಲಂಕಾರ ಗೈದು ಪೂಜೆ ಜರುಗಿದವು. ಪ್ರಧಾನ ಅರ್ಚಕ ಗಣೇಶ್ ಸ್ವಾಮಿ ಅವರ ವಿಶೇಷ ಪೌರೋಹಿತ್ಯದಲ್ಲಿ ನೆರವೇರಿಸಿದರು. ನಂತರ ನವಗ್ರಹ, ದುರ್ಗಾ, ಸುದರ್ಶನ ಹೋಮ, ಕ್ಷೇತ್ರ ಪಾಲಕರಿಗೆ ಗಣಪತಿ ಹೋಮ ನೆರವೇರಿತು. ಅಯ್ಯಪ್ಪ ಮಾಲಾಧಾರಿಗಳು ಸೇರಿದಂತೆ ಸಹಸ್ರಾರು ಭಕ್ತರು, ಬೆಳಗ್ಗೆಯಿಂದ ಅಯ್ಯಪ್ಪ ದೇಗುಲಕ್ಕೆ ಆಗಮಿಸಿ, ದೇವರ ದರ್ಶನ ಪಡೆದರು. ಹೂ-ಹಣ್ಣು, ಕಾಣಿಕೆ ಸಲ್ಲಿಸಿ, ಭಕ್ತಿ ಮೆರೆದರು. ಬಳಿಕ ನಡೆದ ಅನ್ನಸಂತರ್ಪಣೆ ಕಾರ್ಯಕ್ರಮದಲ್ಲಿ <box>178 1038 378 1137</box>
editor-label: ಸಂಪಾದಕರು <box>410 160 446 170</box>
story2-dateline: ವಿಜಯನಗರ(ಹೊಸಪೇಟೆ): <box>178 1038 246 1047</box>
story5-headline <box>598 968 932 1027</box>
story1-headline-line2: ಸಿದ್ದತೆ ಕೈಗೊಳ್ಳಿ : ನ್ಯಾಯಾಧೀಶ ಕೆ.ಎಂ.ರಾಜಶೇಖರ್ <box>226 295 538 317</box>
story4-byline: ಹೊಸಪೇಟೆ ಟೈಮ್ಸ್ ನ್ಯೂಸ್ <box>642 748 710 757</box>
tea-ad-phone: ದೂ:08394 228025 <box>801 131 921 144</box>
bakery-address1: ವಿಠಲಾಪುರ ನಂ.10 ಹತ್ತಿರ, ಆರ್.ಕಾಲನಿ ಎದುರು <box>29 81 119 87</box>
dam-photo <box>16 265 160 373</box>
tea-ad-shop: ಶ್ರೀ ಮಾರುತಿ ಕಾಫಿ ವರ್ಕ್ಸ್ <box>795 104 927 118</box>
dam-box <box>12 240 164 462</box>
story3-headline <box>598 240 932 306</box>
day-english: SATURDAY <box>872 222 926 232</box>
cartoon-caption: ಕಾಯಕಯೋಗಿಗೆ. ಶ್ರೇಷ್ಠ ಕೃಷಿ ಪ್ರಶಸ್ತಿ <box>25 514 151 527</box>
cartoon-title: ಛಲದಂಕನ ಚಾಟಿ <box>16 484 160 503</box>
dam-row-key: ಇಂದಿನ ಹೊರಹರಿವು <box>17 438 77 449</box>
story3-photo <box>602 312 930 432</box>
page-price: Page-ಪುಟ: 4, ಬೆಲೆ: 2.00/- <box>12 211 123 221</box>
petrol-article <box>14 1160 164 1498</box>
story2-headline: ಶ್ರೀ ಅಯ್ಯಪ್ಪ ಸ್ವಾಮಿ ಮಂಡಲ ಪೂಜಾ <box>176 752 588 804</box>
story4-dateline: ವಿಜಯನಗರ(ಹೊಸಪೇಟೆ): <box>602 760 670 769</box>
dam-table <box>13 373 163 465</box>
petrol-title-box <box>14 1082 164 1154</box>
mail-icon <box>676 210 690 221</box>
bakery-ad-title: ಶ್ರೀರಾಘವೇಂದ್ರ ಬೇಕರಿ <box>11 11 137 26</box>
bakery-line1: ನಮ್ಮಲ್ಲಿ ಬೇಕರಿ <box>78 28 109 36</box>
